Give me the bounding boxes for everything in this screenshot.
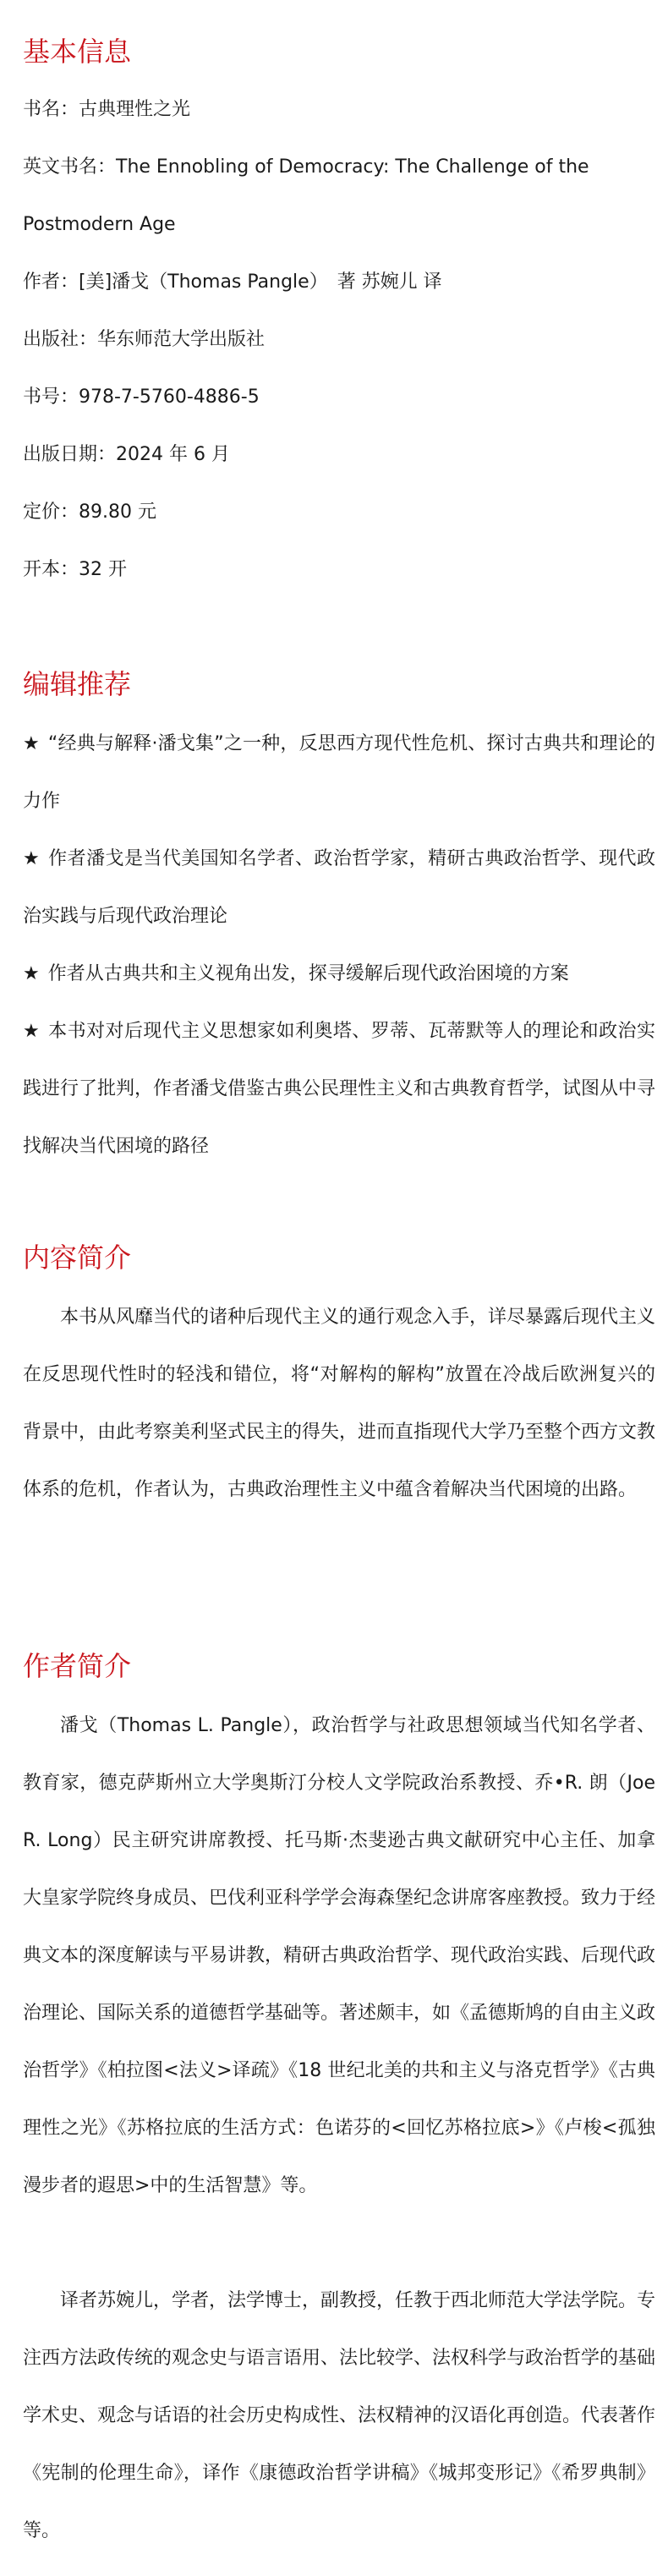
publisher-line: 出版社：华东师范大学出版社 [23, 329, 266, 350]
recommendation-text: “经典与解释·潘戈集”之一种，反思西方现代性危机、探讨古典共和理论的力作 [23, 733, 655, 812]
star-icon: ★ [23, 1021, 41, 1042]
pub-date-line: 出版日期：2024 年 6 月 [23, 444, 230, 465]
recommendation-item [23, 945, 655, 1003]
book-title: 书名：古典理性之光 [23, 99, 191, 120]
english-title-line1: 英文书名：The Ennobling of Democracy: The Challenge of the [23, 156, 589, 178]
recommendation-text: 本书对对后现代主义思想家如利奥塔、罗蒂、瓦蒂默等人的理论和政治实践进行了批判，作者潘戈借鉴古典公民理性主义和古典教育哲学，试图从中寻找解决当代困境的路径 [23, 1021, 656, 1157]
editor-recommendation-heading: 编辑推荐 [23, 668, 132, 700]
format-line: 开本：32 开 [23, 559, 127, 580]
translator-bio-paragraph: 译者苏婉儿，学者，法学博士，副教授，任教于西北师范大学法学院。专注西方法政传统的观念史与语言语用、法比较学、法权科学与政治哲学的基础学术史、观念与话语的社会历史构成性、法权精神的汉语化再创造。代表著作《宪制的伦理生命》，译作《康德政治哲学讲稿》《城邦变形记》《希罗典制》等。 [23, 2290, 656, 2541]
recommendation-text: 作者潘戈是当代美国知名学者、政治哲学家，精研古典政治哲学、现代政治实践与后现代政治理论 [23, 848, 655, 927]
recommendation-item [23, 1003, 655, 1176]
content-summary-text: 本书从风靡当代的诸种后现代主义的通行观念入手，详尽暴露后现代主义在反思现代性时的轻浅和错位，将“对解构的解构”放置在冷战后欧洲复兴的背景中，由此考察美利坚式民主的得失，进而直指现代大学乃至整个西方文教体系的危机，作者认为，古典政治理性主义中蕴含着解决当代困境的出路。 [23, 1307, 656, 1500]
recommendation-text: 作者从古典共和主义视角出发，探寻缓解后现代政治困境的方案 [47, 963, 569, 984]
author-bio-paragraph: 潘戈（Thomas L. Pangle），政治哲学与社政思想领域当代知名学者、教育家，德克萨斯州立大学奥斯汀分校人文学院政治系教授、乔•R. 朗（Joe R. Long）民主研究讲席教授、托马斯·杰斐逊古典文献研究中心主任、加拿大皇家学院终身成员、巴伐利亚科学学会海森堡纪念讲席客座教授。致力于经典文本的深度解读与平易讲教，精研古典政治哲学、现代政治实践、后现代政治理论、国际关系的道德哲学基础等。著述颇丰，如《孟德斯鸠的自由主义政治哲学》《柏拉图<法义>译疏》《18 世纪北美的共和主义与洛克哲学》《古典理性之光》《苏格拉底的生活方式：色诺芬的<回忆苏格拉底>》《卢梭<孤独漫步者的遐思>中的生活智慧》等。 [23, 1715, 656, 2196]
price-line: 定价：89.80 元 [23, 501, 156, 523]
isbn-line: 书号：978-7-5760-4886-5 [23, 386, 260, 408]
basic-info-heading: 基本信息 [23, 36, 132, 68]
author-intro-heading: 作者简介 [23, 1650, 132, 1682]
english-title-line2: Postmodern Age [23, 214, 176, 235]
author-line: 作者：[美]潘戈（Thomas Pangle） 著 苏婉儿 译 [23, 271, 442, 293]
recommendation-item [23, 830, 655, 945]
star-icon: ★ [23, 733, 40, 754]
recommendation-item [23, 715, 655, 830]
star-icon: ★ [23, 848, 41, 869]
content-summary-heading: 内容简介 [23, 1241, 132, 1274]
star-icon: ★ [23, 963, 40, 984]
